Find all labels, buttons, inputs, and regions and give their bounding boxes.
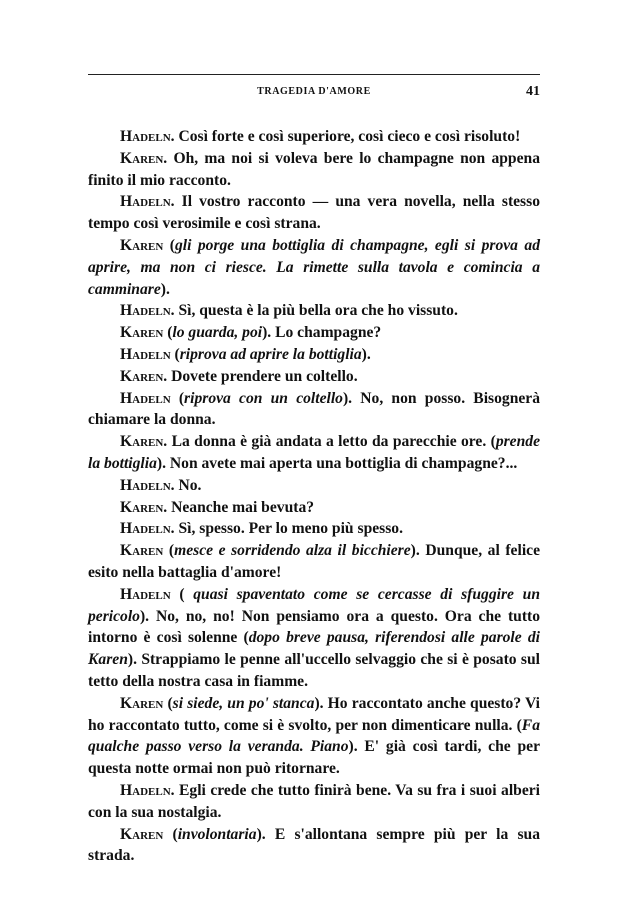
stage-direction: riprova ad aprire la bottiglia [179, 345, 362, 363]
stage-direction: dopo breve pausa, riferendosi alle parole di Karen [88, 629, 540, 669]
dialogue-paragraph [88, 540, 540, 584]
stage-direction: gli porge una bottiglia di champagne, egli si prova ad aprire, ma non ci riesce. La rimette sulla tavola e comincia a camminare [88, 236, 541, 298]
speaker-name: Hadeln [120, 585, 171, 603]
dialogue-paragraph [88, 584, 540, 693]
stage-direction: involontaria [177, 825, 257, 843]
dialogue-text: ). Ho raccontato anche questo? Vi ho raccontato tutto, come si è svolto, per non dimenticare nulla. ( [88, 694, 541, 734]
dialogue-text: ( [163, 236, 175, 254]
dialogue-paragraph [88, 300, 540, 322]
dialogue-paragraph [88, 388, 540, 432]
dialogue-paragraph [88, 344, 540, 366]
speaker-name: Karen [120, 825, 164, 843]
dialogue-text: ). No, non posso. Bisognerà chiamare la donna. [88, 389, 541, 429]
dialogue-text: ). [160, 280, 170, 298]
dialogue-text: ). No, no, no! Non pensiamo ora a questo. Ora che tutto intorno è così solenne ( [88, 607, 540, 647]
running-title: TRAGEDIA D'AMORE [257, 86, 371, 97]
stage-direction: Fa qualche passo verso la veranda. Piano [88, 716, 540, 756]
header-rule [88, 74, 540, 75]
stage-direction: riprova con un coltello [184, 389, 343, 407]
dialogue-paragraph [88, 824, 540, 868]
dialogue-text: Così forte e così superiore, così cieco e così risoluto! [174, 128, 521, 145]
dialogue-text: ). E' già così tardi, che per questa notte ormai non può ritornare. [88, 738, 540, 778]
speaker-name: Hadeln. [120, 128, 175, 145]
dialogue-text: Sì, spesso. Per lo meno più spesso. [174, 520, 404, 538]
dialogue-text: ). Lo champagne? [262, 324, 382, 342]
dialogue-text: Dovete prendere un coltello. [167, 367, 358, 385]
stage-direction: prende la bottiglia [88, 433, 540, 472]
dialogue-text: ( [163, 825, 178, 843]
speaker-name: Hadeln. [120, 781, 175, 799]
dialogue-text: Oh, ma noi si voleva bere lo champagne non appena finito il mio racconto. [88, 149, 540, 189]
dialogue-text: ( [163, 694, 173, 712]
dialogue-text: ( [170, 345, 180, 363]
stage-direction: quasi spaventato come se cercasse di sfuggire un pericolo [88, 585, 540, 625]
dialogue-paragraph [88, 366, 540, 388]
dialogue-paragraph [88, 475, 540, 497]
dialogue-paragraph [88, 322, 540, 344]
speaker-name: Hadeln [120, 345, 171, 363]
speaker-name: Hadeln [120, 389, 171, 407]
dialogue-text: Sì, questa è la più bella ora che ho vissuto. [174, 302, 458, 320]
speaker-name: Karen. [120, 433, 168, 451]
dialogue-text: ). [361, 345, 371, 363]
stage-direction: lo guarda, poi [172, 324, 263, 342]
dialogue-paragraph [88, 148, 540, 192]
dialogue-paragraph [88, 693, 540, 780]
dialogue-text: Il vostro racconto — una vera novella, nella stesso tempo così verosimile e così strana. [88, 193, 540, 233]
speaker-name: Karen. [120, 367, 168, 385]
speaker-name: Hadeln. [120, 302, 175, 320]
stage-direction: mesce e sorridendo alza il bicchiere [174, 542, 411, 560]
dialogue-paragraph [88, 780, 540, 824]
play-text [88, 126, 540, 867]
dialogue-text: Egli crede che tutto finirà bene. Va su fra i suoi alberi con la sua nostalgia. [88, 781, 540, 821]
dialogue-text: La donna è già andata a letto da parecchie ore. ( [167, 433, 496, 451]
dialogue-paragraph [88, 431, 540, 475]
dialogue-paragraph [88, 518, 540, 540]
dialogue-text: ( [163, 542, 175, 560]
dialogue-text: ( [170, 389, 185, 407]
speaker-name: Karen [120, 324, 164, 342]
speaker-name: Karen. [120, 149, 168, 167]
dialogue-text: No. [174, 476, 202, 494]
dialogue-paragraph [88, 235, 540, 300]
speaker-name: Hadeln. [120, 520, 175, 538]
dialogue-text: ). Dunque, al felice esito nella battaglia d'amore! [88, 542, 540, 581]
dialogue-text: ). Strappiamo le penne all'uccello selvaggio che si è posato sul tetto della nostra casa in fiamme. [88, 651, 540, 690]
dialogue-paragraph [88, 126, 540, 148]
speaker-name: Karen [120, 236, 164, 254]
dialogue-text: ). Non avete mai aperta una bottiglia di champagne?... [156, 454, 518, 472]
speaker-name: Hadeln. [120, 476, 175, 494]
dialogue-text: ( [170, 585, 194, 603]
dialogue-paragraph [88, 497, 540, 519]
running-header [88, 84, 540, 104]
dialogue-paragraph [88, 191, 540, 235]
speaker-name: Karen [120, 694, 164, 712]
stage-direction: si siede, un po' stanca [172, 694, 315, 712]
dialogue-text: Neanche mai bevuta? [167, 498, 315, 516]
page-number: 41 [526, 84, 540, 99]
speaker-name: Karen. [120, 498, 168, 516]
speaker-name: Karen [120, 542, 164, 560]
dialogue-text: ( [163, 324, 173, 342]
speaker-name: Hadeln. [120, 193, 175, 211]
dialogue-text: ). E s'allontana sempre più per la sua strada. [88, 825, 540, 865]
